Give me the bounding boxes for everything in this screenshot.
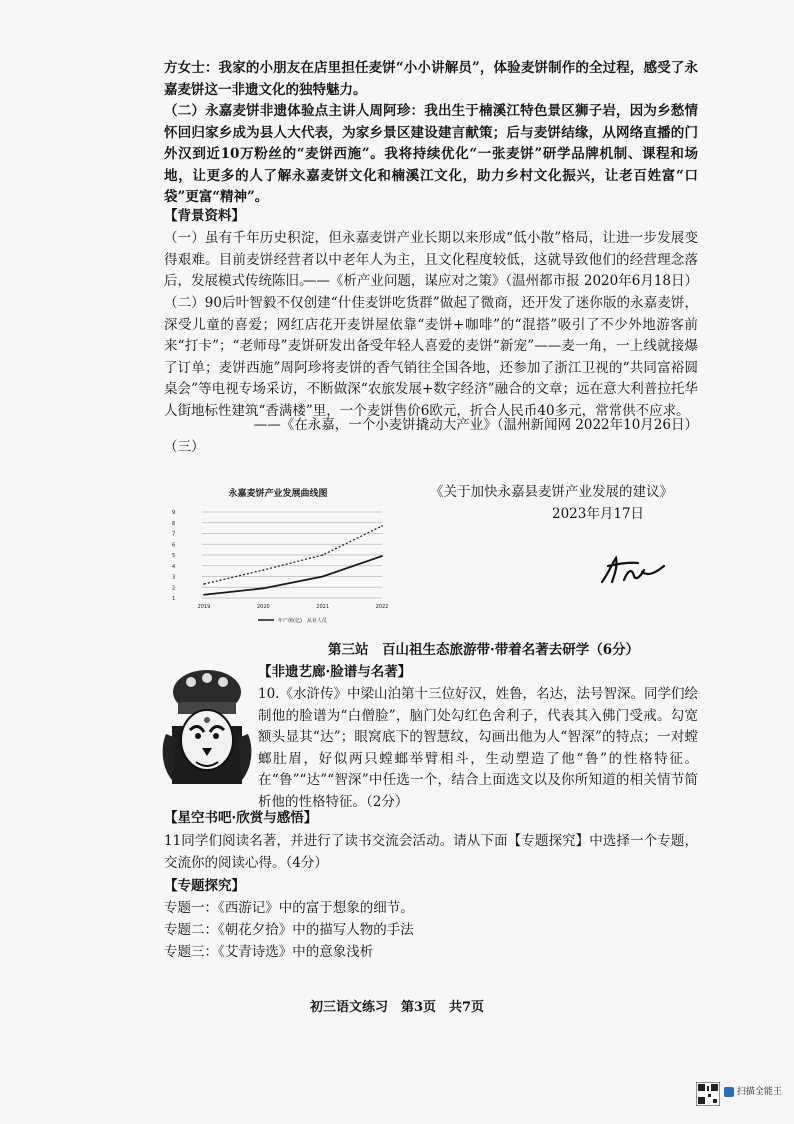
topic-title: 【专题探究】 <box>164 878 245 894</box>
topic-1: 专题一：《西游记》中的富于想象的细节。 <box>164 900 414 916</box>
zhou-body: 我出生于楠溪江特色景区狮子岩，因为乡愁情怀回归家乡成为县人大代表，为家乡景区建设建言献策；后与麦饼结缘，从网络直播的门外汉到近10万粉丝的“麦饼西施”。我将持续优化“一张麦饼”研学品牌机制、课程和场地，让更多的人了解永嘉麦饼文化和楠溪江文化，助力乡村文化振兴，让老百姓富“口袋”更富“精神”。 <box>164 103 698 205</box>
series-point <box>322 554 324 556</box>
chart-svg <box>166 482 390 630</box>
background-item-3: （三） <box>164 439 205 455</box>
series-point <box>263 569 265 571</box>
y-tick-label: 8 <box>172 520 176 527</box>
series-point <box>203 583 205 585</box>
handwritten-signature <box>598 552 670 588</box>
proposal-date: 2023年月17日 <box>552 506 645 522</box>
y-tick-label: 3 <box>172 574 176 581</box>
industry-line-chart <box>166 482 390 630</box>
qr-code-icon <box>696 1082 720 1106</box>
y-tick-label: 9 <box>172 510 176 516</box>
series-line <box>204 556 382 595</box>
page-footer: 初三语文练习 第3页 共7页 <box>309 1000 485 1015</box>
x-tick-label: 2021 <box>316 604 330 610</box>
proposal-title: 《关于加快永嘉县麦饼产业发展的建议》 <box>430 484 673 500</box>
fang-text: 方女士：我家的小朋友在店里担任麦饼“小小讲解员”，体验麦饼制作的全过程，感受了永嘉麦饼这一非遗文化的独特魅力。 <box>164 60 698 98</box>
background-item-2: （二）90后叶智毅不仅创建“什佳麦饼吃货群”做起了微商，还开发了迷你版的永嘉麦饼，深受儿童的喜爱；网红店花开麦饼屋依靠“麦饼+咖啡”的“混搭”吸引了不少外地游客前来“打卡”；“老师母”麦饼研发出备受年轻人喜爱的麦饼“新宠”——麦一角，一上线就接爆了订单；麦饼西施”周阿珍将麦饼的香气销往全国各地，还参加了浙江卫视的“共同富裕圆桌会”等电视专场采访，不断做深“农旅发展+数字经济”融合的文章；远在意大利普拉托华人街地标性建筑“香满楼”里，一个麦饼售价6欧元，折合人民币40多元，常常供不应求。 <box>164 295 698 419</box>
y-tick-label: 7 <box>172 531 176 538</box>
paragraph-fang <box>164 58 698 101</box>
series-point <box>263 588 265 590</box>
topic-2: 专题二：《朝花夕拾》中的描写人物的手法 <box>164 922 414 938</box>
x-tick-label: 2022 <box>375 604 389 610</box>
background-source-1: ——《析产业问题，谋应对之策》（温州都市报 2020年6月18日） <box>302 273 698 289</box>
background-title: 【背景资料】 <box>164 208 245 224</box>
series-point <box>322 576 324 578</box>
y-tick-label: 1 <box>172 596 176 602</box>
scanner-watermark <box>724 1084 782 1097</box>
proposal-block <box>430 480 673 522</box>
y-tick-label: 6 <box>172 542 176 549</box>
topic-3: 专题三：《艾青诗选》中的意象浅析 <box>164 944 374 960</box>
scanner-logo-icon <box>724 1087 734 1097</box>
station-3-title: 第三站 百山祖生态旅游带·带着名著去研学（6分） <box>328 642 640 658</box>
opera-mask-illustration <box>156 668 256 788</box>
y-tick-label: 4 <box>172 563 176 570</box>
legend-text: 年产值(亿) 从业人员 <box>278 618 327 624</box>
series-point <box>381 525 383 527</box>
section-mask-title: 【非遗艺廊·脸谱与名著】 <box>258 664 412 680</box>
x-tick-label: 2020 <box>256 604 270 610</box>
chart-title: 永嘉麦饼产业发展曲线图 <box>228 489 328 499</box>
question-11: 11同学们阅读名著，并进行了读书交流会活动。请从下面【专题探究】中选择一个专题，交流你的阅读心得。（4分） <box>164 833 698 871</box>
y-tick-label: 5 <box>172 553 176 559</box>
question-10: 10.《水浒传》中梁山泊第十三位好汉，姓鲁，名达，法号智深。同学们绘制他的脸谱为“白僧脸”，脑门处勾红色舍利子，代表其入佛门受戒。勾宽额头显其“达”；眼窝底下的智慧纹，勾画出他为人“智深”的特点；一对螳螂肚眉，好似两只螳螂举臂相斗，生动塑造了他“鲁”的性格特征。在“鲁”“达”“智深”中任选一个，结合上面选文以及你所知道的相关情节简析他的性格特征。（2分） <box>258 686 698 810</box>
zhou-heading: （二）永嘉麦饼非遗体验点主讲人周阿珍： <box>164 103 425 119</box>
scanner-name: 扫描全能王 <box>736 1087 782 1097</box>
y-tick-label: 2 <box>172 585 176 592</box>
paragraph-zhou <box>164 101 698 209</box>
background-item-1: （一）虽有千年历史积淀，但永嘉麦饼产业长期以来形成“低小散”格局，让进一步发展变得艰难。目前麦饼经营者以中老年人为主，且文化程度较低，这就导致他们的经营理念落后，发展模式传统陈旧。 <box>164 230 698 289</box>
x-tick-label: 2019 <box>197 604 211 610</box>
series-point <box>381 555 383 557</box>
background-source-2: ——《在永嘉，一个小麦饼撬动大产业》（温州新闻网 2022年10月26日） <box>253 417 698 433</box>
section-library-title: 【星空书吧·欣赏与感悟】 <box>164 810 318 826</box>
series-point <box>203 594 205 596</box>
